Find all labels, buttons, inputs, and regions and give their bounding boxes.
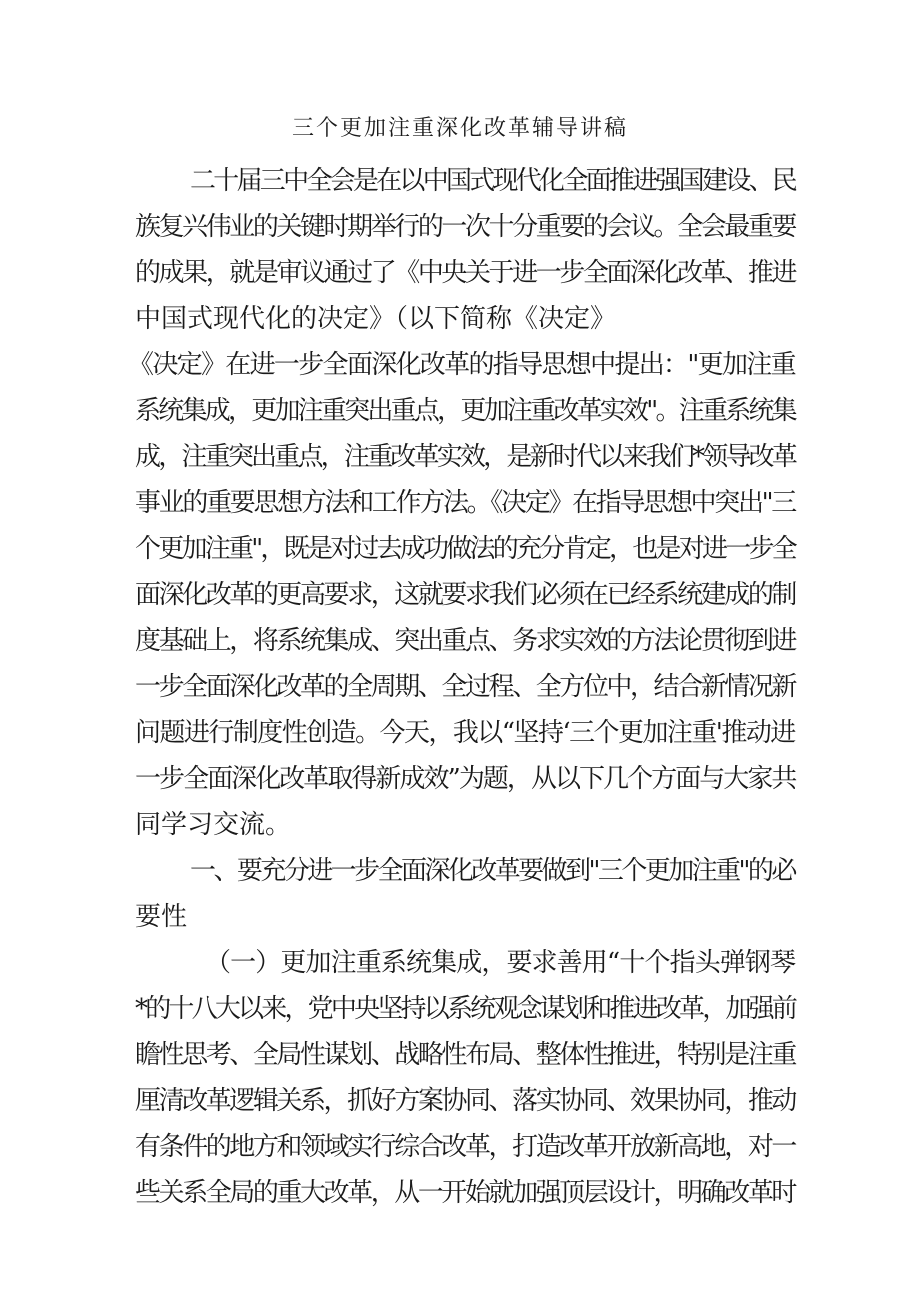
paragraph-line: 厘清改革逻辑关系，抓好方案协同、落实协同、效果协同，推动 bbox=[135, 1086, 795, 1116]
paragraph-line: 一步全面深化改革的全周期、全过程、全方位中，结合新情况新 bbox=[135, 672, 795, 702]
paragraph-line: 的成果，就是审议通过了《中央关于进一步全面深化改革、推进 bbox=[135, 258, 795, 288]
paragraph-line: 一步全面深化改革取得新成效”为题，从以下几个方面与大家共 bbox=[135, 764, 796, 794]
paragraph-line: 族复兴伟业的关键时期举行的一次十分重要的会议。全会最重要 bbox=[135, 212, 795, 242]
paragraph-line: 二十届三中全会是在以中国式现代化全面推进强国建设、民 bbox=[190, 166, 796, 196]
paragraph-line: 问题进行制度性创造。今天，我以“坚持‘三个更加注重'推动进 bbox=[135, 718, 795, 748]
paragraph-line: 中国式现代化的决定》（以下简称《决定》 bbox=[135, 304, 617, 334]
paragraph-line: 《决定》在进一步全面深化改革的指导思想中提出："更加注重 bbox=[128, 350, 795, 380]
section-heading-line: 一、要充分进一步全面深化改革要做到"三个更加注重"的必 bbox=[190, 856, 795, 886]
paragraph-line: 有条件的地方和领域实行综合改革，打造改革开放新高地，对一 bbox=[135, 1132, 795, 1162]
paragraph-line: 事业的重要思想方法和工作方法。《决定》在指导思想中突出"三 bbox=[135, 488, 795, 518]
paragraph-line: 同学习交流。 bbox=[135, 810, 292, 840]
paragraph-line: 度基础上，将系统集成、突出重点、务求实效的方法论贯彻到进 bbox=[135, 626, 795, 656]
subsection-heading-line: （一）更加注重系统集成，要求善用“十个指头弹钢琴 bbox=[205, 948, 796, 978]
section-heading-line: 要性 bbox=[135, 902, 188, 932]
paragraph-line: *的十八大以来，党中央坚持以系统观念谋划和推进改革，加强前 bbox=[135, 994, 796, 1024]
paragraph-line: 个更加注重"，既是对过去成功做法的充分肯定，也是对进一步全 bbox=[135, 534, 795, 564]
paragraph-line: 些关系全局的重大改革，从一开始就加强顶层设计，明确改革时 bbox=[135, 1178, 795, 1208]
paragraph-line: 瞻性思考、全局性谋划、战略性布局、整体性推进，特别是注重 bbox=[135, 1040, 795, 1070]
document-title: 三个更加注重深化改革辅导讲稿 bbox=[291, 116, 628, 141]
paragraph-line: 成，注重突出重点，注重改革实效，是新时代以来我们*领导改革 bbox=[135, 442, 796, 472]
paragraph-line: 面深化改革的更高要求，这就要求我们必须在已经系统建成的制 bbox=[135, 580, 795, 610]
paragraph-line: 系统集成，更加注重突出重点，更加注重改革实效"。注重系统集 bbox=[135, 396, 795, 426]
